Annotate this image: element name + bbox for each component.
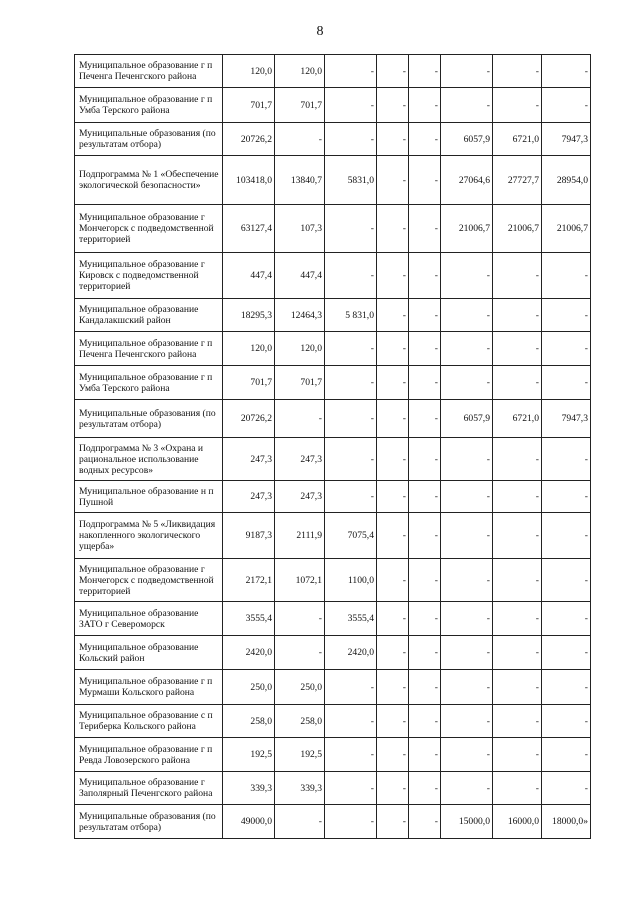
value-cell: - [409, 438, 441, 481]
value-cell: - [441, 738, 493, 772]
table-row [75, 705, 591, 738]
table-row [75, 156, 591, 205]
row-label: Подпрограмма № 1 «Обеспечение экологической безопасности» [75, 156, 223, 205]
value-cell: - [441, 332, 493, 366]
value-cell: 2420,0 [223, 636, 275, 670]
value-cell: - [441, 438, 493, 481]
row-label: Муниципальное образование Кольский район [75, 636, 223, 670]
value-cell: - [377, 366, 409, 400]
value-cell: 6721,0 [493, 400, 542, 438]
value-cell: 250,0 [275, 670, 325, 705]
value-cell: - [275, 400, 325, 438]
value-cell: 250,0 [223, 670, 275, 705]
value-cell: - [409, 705, 441, 738]
value-cell: 63127,4 [223, 205, 275, 253]
value-cell: - [409, 670, 441, 705]
value-cell: 21006,7 [542, 205, 591, 253]
value-cell: - [325, 123, 377, 156]
value-cell: - [493, 602, 542, 636]
value-cell: 5 831,0 [325, 299, 377, 332]
table-row [75, 438, 591, 481]
value-cell: - [325, 438, 377, 481]
value-cell: 447,4 [223, 253, 275, 299]
value-cell: 701,7 [275, 366, 325, 400]
value-cell: - [542, 636, 591, 670]
table-row [75, 55, 591, 88]
value-cell: - [441, 481, 493, 513]
value-cell: - [409, 123, 441, 156]
value-cell: - [493, 513, 542, 559]
value-cell: - [493, 438, 542, 481]
value-cell: - [325, 805, 377, 839]
value-cell: - [325, 253, 377, 299]
table-row [75, 366, 591, 400]
value-cell: - [409, 481, 441, 513]
value-cell: - [409, 55, 441, 88]
value-cell: 339,3 [275, 772, 325, 805]
value-cell: - [542, 253, 591, 299]
table-row [75, 400, 591, 438]
table-row [75, 772, 591, 805]
value-cell: - [377, 670, 409, 705]
value-cell: 1100,0 [325, 559, 377, 602]
value-cell: - [377, 156, 409, 205]
value-cell: - [441, 636, 493, 670]
value-cell: - [325, 738, 377, 772]
value-cell: 339,3 [223, 772, 275, 805]
value-cell: - [493, 253, 542, 299]
value-cell: - [409, 400, 441, 438]
value-cell: - [377, 253, 409, 299]
value-cell: 247,3 [275, 481, 325, 513]
value-cell: - [377, 805, 409, 839]
table-row [75, 636, 591, 670]
value-cell: 2172,1 [223, 559, 275, 602]
value-cell: - [377, 88, 409, 123]
row-label: Муниципальное образование г п Печенга Печенгского района [75, 332, 223, 366]
row-label: Муниципальное образование г п Умба Терского района [75, 366, 223, 400]
value-cell: - [542, 88, 591, 123]
value-cell: - [441, 670, 493, 705]
value-cell: 701,7 [223, 88, 275, 123]
value-cell: 5831,0 [325, 156, 377, 205]
table-body [75, 55, 591, 839]
value-cell: - [377, 299, 409, 332]
value-cell: - [325, 332, 377, 366]
value-cell: - [493, 738, 542, 772]
value-cell: - [493, 366, 542, 400]
value-cell: 18000,0» [542, 805, 591, 839]
value-cell: - [441, 705, 493, 738]
row-label: Муниципальное образование Кандалакшский район [75, 299, 223, 332]
value-cell: - [409, 253, 441, 299]
value-cell: 6721,0 [493, 123, 542, 156]
table-row [75, 481, 591, 513]
value-cell: - [542, 481, 591, 513]
value-cell: 6057,9 [441, 123, 493, 156]
table-row [75, 513, 591, 559]
value-cell: - [542, 438, 591, 481]
value-cell: 192,5 [223, 738, 275, 772]
value-cell: 7947,3 [542, 400, 591, 438]
value-cell: - [325, 55, 377, 88]
value-cell: 701,7 [223, 366, 275, 400]
value-cell: - [325, 88, 377, 123]
value-cell: 27727,7 [493, 156, 542, 205]
value-cell: - [441, 559, 493, 602]
value-cell: - [493, 705, 542, 738]
value-cell: - [325, 772, 377, 805]
value-cell: - [441, 602, 493, 636]
row-label: Подпрограмма № 5 «Ликвидация накопленного экологического ущерба» [75, 513, 223, 559]
row-label: Муниципальное образование г Мончегорск с подведомственной территорией [75, 205, 223, 253]
value-cell: - [542, 299, 591, 332]
value-cell: - [325, 481, 377, 513]
value-cell: 2420,0 [325, 636, 377, 670]
value-cell: - [409, 805, 441, 839]
table-row [75, 805, 591, 839]
value-cell: 247,3 [223, 481, 275, 513]
value-cell: 3555,4 [223, 602, 275, 636]
value-cell: - [325, 400, 377, 438]
value-cell: - [409, 205, 441, 253]
value-cell: - [409, 299, 441, 332]
value-cell: - [542, 366, 591, 400]
value-cell: - [542, 772, 591, 805]
value-cell: - [377, 513, 409, 559]
value-cell: - [409, 772, 441, 805]
value-cell: - [409, 602, 441, 636]
value-cell: 103418,0 [223, 156, 275, 205]
value-cell: - [409, 636, 441, 670]
value-cell: - [493, 481, 542, 513]
page-number: 8 [316, 24, 324, 39]
value-cell: - [441, 513, 493, 559]
value-cell: 12464,3 [275, 299, 325, 332]
value-cell: 701,7 [275, 88, 325, 123]
value-cell: 21006,7 [441, 205, 493, 253]
budget-table [74, 54, 591, 839]
value-cell: 247,3 [223, 438, 275, 481]
value-cell: 27064,6 [441, 156, 493, 205]
value-cell: 107,3 [275, 205, 325, 253]
table-row [75, 559, 591, 602]
value-cell: - [441, 253, 493, 299]
value-cell: - [542, 602, 591, 636]
value-cell: - [441, 88, 493, 123]
value-cell: - [377, 559, 409, 602]
value-cell: - [493, 299, 542, 332]
value-cell: 15000,0 [441, 805, 493, 839]
value-cell: 120,0 [275, 332, 325, 366]
row-label: Муниципальное образование с п Териберка Кольского района [75, 705, 223, 738]
value-cell: - [441, 299, 493, 332]
value-cell: - [377, 400, 409, 438]
value-cell: - [409, 559, 441, 602]
row-label: Муниципальное образование г п Печенга Печенгского района [75, 55, 223, 88]
row-label: Муниципальные образования (по результатам отбора) [75, 805, 223, 839]
row-label: Муниципальное образование г п Мурмаши Кольского района [75, 670, 223, 705]
value-cell: - [377, 123, 409, 156]
table-row [75, 253, 591, 299]
value-cell: - [377, 55, 409, 88]
value-cell: 9187,3 [223, 513, 275, 559]
value-cell: 192,5 [275, 738, 325, 772]
value-cell: 21006,7 [493, 205, 542, 253]
value-cell: 20726,2 [223, 400, 275, 438]
value-cell: - [409, 156, 441, 205]
value-cell: - [409, 332, 441, 366]
value-cell: 247,3 [275, 438, 325, 481]
value-cell: - [377, 332, 409, 366]
value-cell: 49000,0 [223, 805, 275, 839]
value-cell: - [409, 366, 441, 400]
table-row [75, 205, 591, 253]
value-cell: 2111,9 [275, 513, 325, 559]
row-label: Муниципальное образование ЗАТО г Североморск [75, 602, 223, 636]
value-cell: 6057,9 [441, 400, 493, 438]
value-cell: 120,0 [275, 55, 325, 88]
value-cell: 120,0 [223, 55, 275, 88]
row-label: Муниципальное образование г п Ревда Ловозерского района [75, 738, 223, 772]
row-label: Подпрограмма № 3 «Охрана и рациональное использование водных ресурсов» [75, 438, 223, 481]
value-cell: - [377, 636, 409, 670]
value-cell: 1072,1 [275, 559, 325, 602]
value-cell: 18295,3 [223, 299, 275, 332]
row-label: Муниципальное образование г Мончегорск с подведомственной территорией [75, 559, 223, 602]
value-cell: 258,0 [275, 705, 325, 738]
table-row [75, 670, 591, 705]
table-row [75, 299, 591, 332]
value-cell: 258,0 [223, 705, 275, 738]
row-label: Муниципальное образование г п Умба Терского района [75, 88, 223, 123]
value-cell: - [542, 705, 591, 738]
value-cell: - [275, 805, 325, 839]
value-cell: - [542, 670, 591, 705]
row-label: Муниципальные образования (по результатам отбора) [75, 123, 223, 156]
value-cell: 120,0 [223, 332, 275, 366]
table-row [75, 602, 591, 636]
table-row [75, 123, 591, 156]
value-cell: 3555,4 [325, 602, 377, 636]
value-cell: - [542, 55, 591, 88]
value-cell: - [441, 366, 493, 400]
value-cell: 28954,0 [542, 156, 591, 205]
row-label: Муниципальные образования (по результатам отбора) [75, 400, 223, 438]
value-cell: - [325, 670, 377, 705]
value-cell: - [493, 670, 542, 705]
row-label: Муниципальное образование г Кировск с подведомственной территорией [75, 253, 223, 299]
value-cell: - [325, 366, 377, 400]
value-cell: - [441, 55, 493, 88]
value-cell: - [377, 738, 409, 772]
value-cell: - [409, 88, 441, 123]
value-cell: - [275, 602, 325, 636]
value-cell: - [542, 513, 591, 559]
value-cell: 16000,0 [493, 805, 542, 839]
value-cell: - [542, 559, 591, 602]
value-cell: 20726,2 [223, 123, 275, 156]
table-row [75, 332, 591, 366]
table-row [75, 738, 591, 772]
value-cell: 447,4 [275, 253, 325, 299]
value-cell: - [493, 636, 542, 670]
value-cell: - [377, 602, 409, 636]
value-cell: - [377, 705, 409, 738]
value-cell: - [275, 636, 325, 670]
value-cell: - [542, 332, 591, 366]
value-cell: - [325, 205, 377, 253]
value-cell: - [409, 513, 441, 559]
value-cell: - [493, 332, 542, 366]
value-cell: - [325, 705, 377, 738]
value-cell: - [441, 772, 493, 805]
value-cell: - [377, 481, 409, 513]
value-cell: - [493, 55, 542, 88]
value-cell: 7075,4 [325, 513, 377, 559]
value-cell: - [275, 123, 325, 156]
table-row [75, 88, 591, 123]
row-label: Муниципальное образование г Заполярный Печенгского района [75, 772, 223, 805]
value-cell: - [377, 772, 409, 805]
value-cell: - [493, 88, 542, 123]
row-label: Муниципальное образование н п Пушной [75, 481, 223, 513]
value-cell: - [493, 559, 542, 602]
value-cell: 13840,7 [275, 156, 325, 205]
value-cell: 7947,3 [542, 123, 591, 156]
value-cell: - [377, 205, 409, 253]
value-cell: - [377, 438, 409, 481]
value-cell: - [409, 738, 441, 772]
value-cell: - [493, 772, 542, 805]
value-cell: - [542, 738, 591, 772]
